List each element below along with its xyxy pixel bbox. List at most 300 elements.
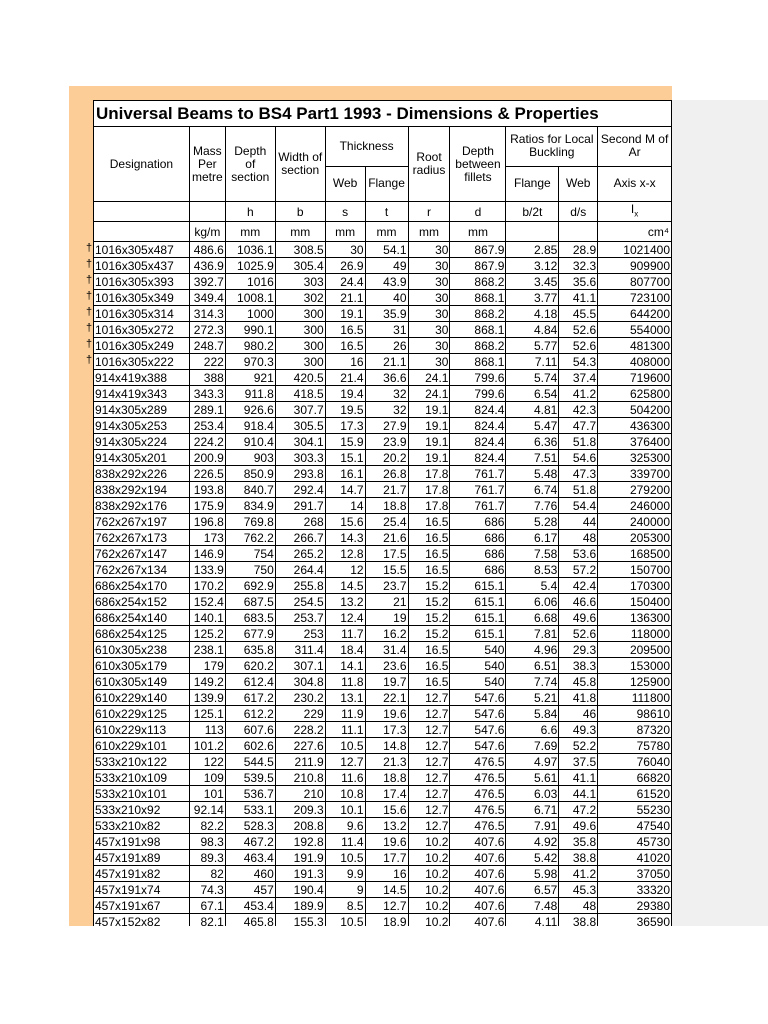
value-cell: 18.8 <box>365 770 408 786</box>
value-cell: 903 <box>225 450 275 466</box>
header-thickness-web: Web <box>325 166 365 201</box>
value-cell: 305.4 <box>275 258 325 274</box>
value-cell: 6.6 <box>506 722 559 738</box>
value-cell: 19.6 <box>365 706 408 722</box>
designation-cell: 838x292x226 <box>94 466 190 482</box>
value-cell: 635.8 <box>225 642 275 658</box>
value-cell: 465.8 <box>225 914 275 926</box>
value-cell: 16.5 <box>408 658 450 674</box>
value-cell: 12.7 <box>408 754 450 770</box>
value-cell: 6.06 <box>506 594 559 610</box>
value-cell: 12.7 <box>408 770 450 786</box>
value-cell: 9.6 <box>325 818 365 834</box>
value-cell: 7.11 <box>506 354 559 370</box>
value-cell: 476.5 <box>450 802 506 818</box>
value-cell: 57.2 <box>559 562 598 578</box>
value-cell: 300 <box>275 306 325 322</box>
designation-cell: 914x305x224 <box>94 434 190 450</box>
value-cell: 49.3 <box>559 722 598 738</box>
value-cell: 12.7 <box>408 802 450 818</box>
value-cell: 343.3 <box>189 386 225 402</box>
value-cell: 7.91 <box>506 818 559 834</box>
value-cell: 45.3 <box>559 882 598 898</box>
spreadsheet[interactable] <box>93 100 672 926</box>
value-cell: 325300 <box>598 450 672 466</box>
value-cell: 45730 <box>598 834 672 850</box>
header-ratios: Ratios for Local Buckling <box>506 127 598 167</box>
value-cell: 253.4 <box>189 418 225 434</box>
value-cell: 408000 <box>598 354 672 370</box>
designation-cell: 610x305x238 <box>94 642 190 658</box>
value-cell: 209500 <box>598 642 672 658</box>
value-cell: 193.8 <box>189 482 225 498</box>
table-row <box>94 626 672 642</box>
value-cell: 35.9 <box>365 306 408 322</box>
value-cell: 761.7 <box>450 482 506 498</box>
value-cell: 868.1 <box>450 354 506 370</box>
value-cell: 13.2 <box>325 594 365 610</box>
value-cell: 407.6 <box>450 914 506 926</box>
header-second-moment: Second M of Ar <box>598 127 672 167</box>
value-cell: 82 <box>189 866 225 882</box>
value-cell: 528.3 <box>225 818 275 834</box>
value-cell: 692.9 <box>225 578 275 594</box>
value-cell: 547.6 <box>450 690 506 706</box>
value-cell: 615.1 <box>450 626 506 642</box>
value-cell: 868.1 <box>450 322 506 338</box>
value-cell: 224.2 <box>189 434 225 450</box>
value-cell: 16.2 <box>365 626 408 642</box>
designation-cell: 610x305x179 <box>94 658 190 674</box>
value-cell: 10.5 <box>325 738 365 754</box>
designation-cell: 686x254x125 <box>94 626 190 642</box>
value-cell: 12.8 <box>325 546 365 562</box>
sheet-edge <box>672 100 768 926</box>
value-cell: 9 <box>325 882 365 898</box>
value-cell: 754 <box>225 546 275 562</box>
value-cell: 533.1 <box>225 802 275 818</box>
value-cell: 49.6 <box>559 610 598 626</box>
value-cell: 6.74 <box>506 482 559 498</box>
value-cell: 155.3 <box>275 914 325 926</box>
value-cell: 27.9 <box>365 418 408 434</box>
value-cell: 49.6 <box>559 818 598 834</box>
value-cell: 109 <box>189 770 225 786</box>
value-cell: 16 <box>365 866 408 882</box>
table-row <box>94 290 672 306</box>
value-cell: 32 <box>365 386 408 402</box>
value-cell: 19.7 <box>365 674 408 690</box>
value-cell: 16.5 <box>408 546 450 562</box>
unit-cell: mm <box>225 222 275 242</box>
value-cell: 51.8 <box>559 482 598 498</box>
value-cell: 14.5 <box>365 882 408 898</box>
value-cell: 30 <box>408 322 450 338</box>
value-cell: 14.1 <box>325 658 365 674</box>
value-cell: 66820 <box>598 770 672 786</box>
symbol-cell: d <box>450 202 506 222</box>
value-cell: 12.7 <box>408 706 450 722</box>
value-cell: 46 <box>559 706 598 722</box>
unit-cell: mm <box>275 222 325 242</box>
value-cell: 6.54 <box>506 386 559 402</box>
table-row <box>94 386 672 402</box>
value-cell: 87320 <box>598 722 672 738</box>
value-cell: 10.5 <box>325 850 365 866</box>
value-cell: 10.2 <box>408 882 450 898</box>
value-cell: 12.7 <box>408 722 450 738</box>
value-cell: 31 <box>365 322 408 338</box>
value-cell: 544.5 <box>225 754 275 770</box>
value-cell: 196.8 <box>189 514 225 530</box>
symbol-cell: b/2t <box>506 202 559 222</box>
value-cell: 53.6 <box>559 546 598 562</box>
designation-cell: 533x210x82 <box>94 818 190 834</box>
value-cell: 48 <box>559 898 598 914</box>
value-cell: 314.3 <box>189 306 225 322</box>
unit-cell <box>559 222 598 242</box>
value-cell: 21.1 <box>365 354 408 370</box>
value-cell: 300 <box>275 322 325 338</box>
value-cell: 54.3 <box>559 354 598 370</box>
value-cell: 266.7 <box>275 530 325 546</box>
value-cell: 23.7 <box>365 578 408 594</box>
table-row <box>94 546 672 562</box>
value-cell: 6.17 <box>506 530 559 546</box>
value-cell: 14.5 <box>325 578 365 594</box>
value-cell: 540 <box>450 642 506 658</box>
value-cell: 37050 <box>598 866 672 882</box>
table-row <box>94 658 672 674</box>
value-cell: 8.53 <box>506 562 559 578</box>
table-row <box>94 242 672 258</box>
designation-cell: 457x191x67 <box>94 898 190 914</box>
value-cell: 407.6 <box>450 898 506 914</box>
value-cell: 146.9 <box>189 546 225 562</box>
value-cell: 52.6 <box>559 322 598 338</box>
value-cell: 602.6 <box>225 738 275 754</box>
value-cell: 113 <box>189 722 225 738</box>
value-cell: 230.2 <box>275 690 325 706</box>
value-cell: 5.47 <box>506 418 559 434</box>
value-cell: 30 <box>408 274 450 290</box>
value-cell: 41020 <box>598 850 672 866</box>
value-cell: 25.4 <box>365 514 408 530</box>
value-cell: 190.4 <box>275 882 325 898</box>
value-cell: 265.2 <box>275 546 325 562</box>
value-cell: 11.7 <box>325 626 365 642</box>
value-cell: 52.2 <box>559 738 598 754</box>
designation-cell: 533x210x122 <box>94 754 190 770</box>
value-cell: 644200 <box>598 306 672 322</box>
value-cell: 5.42 <box>506 850 559 866</box>
value-cell: 13.2 <box>365 818 408 834</box>
value-cell: 1025.9 <box>225 258 275 274</box>
designation-cell: 914x419x343 <box>94 386 190 402</box>
value-cell: 918.4 <box>225 418 275 434</box>
designation-cell: 914x305x289 <box>94 402 190 418</box>
value-cell: 19.1 <box>408 418 450 434</box>
symbol-cell: b <box>275 202 325 222</box>
value-cell: 47.2 <box>559 802 598 818</box>
value-cell: 41.1 <box>559 290 598 306</box>
designation-cell: 686x254x170 <box>94 578 190 594</box>
value-cell: 98610 <box>598 706 672 722</box>
value-cell: 868.1 <box>450 290 506 306</box>
value-cell: 921 <box>225 370 275 386</box>
value-cell: 37.4 <box>559 370 598 386</box>
value-cell: 125.2 <box>189 626 225 642</box>
designation-cell: 610x305x149 <box>94 674 190 690</box>
value-cell: 17.8 <box>408 466 450 482</box>
table-row <box>94 706 672 722</box>
value-cell: 192.8 <box>275 834 325 850</box>
value-cell: 101.2 <box>189 738 225 754</box>
unit-cell: mm <box>450 222 506 242</box>
value-cell: 10.2 <box>408 834 450 850</box>
value-cell: 339700 <box>598 466 672 482</box>
value-cell: 15.9 <box>325 434 365 450</box>
value-cell: 200.9 <box>189 450 225 466</box>
value-cell: 24.4 <box>325 274 365 290</box>
designation-cell: 1016x305x222 <box>94 354 190 370</box>
value-cell: 40 <box>365 290 408 306</box>
value-cell: 911.8 <box>225 386 275 402</box>
value-cell: 15.1 <box>325 450 365 466</box>
value-cell: 799.6 <box>450 370 506 386</box>
value-cell: 5.48 <box>506 466 559 482</box>
designation-cell: 914x419x388 <box>94 370 190 386</box>
designation-cell: 610x229x113 <box>94 722 190 738</box>
table-row <box>94 578 672 594</box>
table-row <box>94 802 672 818</box>
header-thickness-flange: Flange <box>365 166 408 201</box>
table-row <box>94 514 672 530</box>
table-row <box>94 482 672 498</box>
value-cell: 5.28 <box>506 514 559 530</box>
value-cell: 19.1 <box>325 306 365 322</box>
value-cell: 23.6 <box>365 658 408 674</box>
value-cell: 33320 <box>598 882 672 898</box>
value-cell: 7.81 <box>506 626 559 642</box>
header-designation: Designation <box>94 127 190 202</box>
value-cell: 5.61 <box>506 770 559 786</box>
value-cell: 47.3 <box>559 466 598 482</box>
table-row <box>94 722 672 738</box>
value-cell: 7.58 <box>506 546 559 562</box>
value-cell: 824.4 <box>450 450 506 466</box>
value-cell: 19.1 <box>408 402 450 418</box>
value-cell: 14.8 <box>365 738 408 754</box>
value-cell: 9.9 <box>325 866 365 882</box>
value-cell: 683.5 <box>225 610 275 626</box>
value-cell: 10.2 <box>408 850 450 866</box>
table-row <box>94 786 672 802</box>
value-cell: 29.3 <box>559 642 598 658</box>
value-cell: 16.5 <box>408 642 450 658</box>
value-cell: 5.74 <box>506 370 559 386</box>
value-cell: 246000 <box>598 498 672 514</box>
value-cell: 125900 <box>598 674 672 690</box>
designation-cell: 686x254x152 <box>94 594 190 610</box>
value-cell: 769.8 <box>225 514 275 530</box>
value-cell: 19.1 <box>408 450 450 466</box>
value-cell: 536.7 <box>225 786 275 802</box>
dagger-marker: † <box>85 274 93 286</box>
value-cell: 6.57 <box>506 882 559 898</box>
value-cell: 52.6 <box>559 626 598 642</box>
value-cell: 10.5 <box>325 914 365 926</box>
value-cell: 46.6 <box>559 594 598 610</box>
value-cell: 125.1 <box>189 706 225 722</box>
table-row <box>94 434 672 450</box>
value-cell: 686 <box>450 562 506 578</box>
value-cell: 4.18 <box>506 306 559 322</box>
designation-cell: 457x191x82 <box>94 866 190 882</box>
symbol-cell: t <box>365 202 408 222</box>
value-cell: 504200 <box>598 402 672 418</box>
value-cell: 253.7 <box>275 610 325 626</box>
value-cell: 210 <box>275 786 325 802</box>
value-cell: 305.5 <box>275 418 325 434</box>
value-cell: 16 <box>325 354 365 370</box>
value-cell: 4.96 <box>506 642 559 658</box>
header-ratio-web: Web <box>559 166 598 201</box>
value-cell: 7.48 <box>506 898 559 914</box>
value-cell: 15.2 <box>408 610 450 626</box>
value-cell: 407.6 <box>450 850 506 866</box>
value-cell: 6.68 <box>506 610 559 626</box>
designation-cell: 533x210x101 <box>94 786 190 802</box>
value-cell: 222 <box>189 354 225 370</box>
value-cell: 49 <box>365 258 408 274</box>
header-depth-between-fillets: Depth between fillets <box>450 127 506 202</box>
value-cell: 750 <box>225 562 275 578</box>
value-cell: 476.5 <box>450 754 506 770</box>
value-cell: 554000 <box>598 322 672 338</box>
properties-table <box>93 100 672 926</box>
header-mass: Mass Per metre <box>189 127 225 202</box>
table-row <box>94 258 672 274</box>
value-cell: 22.1 <box>365 690 408 706</box>
value-cell: 24.1 <box>408 386 450 402</box>
value-cell: 19.5 <box>325 402 365 418</box>
value-cell: 17.8 <box>408 498 450 514</box>
value-cell: 208.8 <box>275 818 325 834</box>
value-cell: 3.77 <box>506 290 559 306</box>
header-thickness: Thickness <box>325 127 408 167</box>
value-cell: 238.1 <box>189 642 225 658</box>
designation-cell: 533x210x109 <box>94 770 190 786</box>
value-cell: 19.4 <box>325 386 365 402</box>
value-cell: 307.7 <box>275 402 325 418</box>
value-cell: 11.4 <box>325 834 365 850</box>
value-cell: 17.4 <box>365 786 408 802</box>
value-cell: 615.1 <box>450 578 506 594</box>
value-cell: 686 <box>450 546 506 562</box>
value-cell: 36590 <box>598 914 672 926</box>
value-cell: 17.3 <box>365 722 408 738</box>
table-row <box>94 354 672 370</box>
value-cell: 463.4 <box>225 850 275 866</box>
value-cell: 1008.1 <box>225 290 275 306</box>
value-cell: 45.5 <box>559 306 598 322</box>
value-cell: 293.8 <box>275 466 325 482</box>
value-cell: 170.2 <box>189 578 225 594</box>
header-axis: Axis x-x <box>598 166 672 201</box>
value-cell: 268 <box>275 514 325 530</box>
value-cell: 209.3 <box>275 802 325 818</box>
value-cell: 612.4 <box>225 674 275 690</box>
value-cell: 189.9 <box>275 898 325 914</box>
value-cell: 36.6 <box>365 370 408 386</box>
value-cell: 12.4 <box>325 610 365 626</box>
value-cell: 26.9 <box>325 258 365 274</box>
table-row <box>94 850 672 866</box>
table-row <box>94 450 672 466</box>
value-cell: 29380 <box>598 898 672 914</box>
value-cell: 30 <box>325 242 365 258</box>
dagger-marker: † <box>85 242 93 254</box>
value-cell: 607.6 <box>225 722 275 738</box>
value-cell: 4.92 <box>506 834 559 850</box>
value-cell: 1036.1 <box>225 242 275 258</box>
value-cell: 6.36 <box>506 434 559 450</box>
value-cell: 868.2 <box>450 338 506 354</box>
value-cell: 4.97 <box>506 754 559 770</box>
table-row <box>94 466 672 482</box>
designation-cell: 762x267x134 <box>94 562 190 578</box>
value-cell: 392.7 <box>189 274 225 290</box>
table-row <box>94 498 672 514</box>
value-cell: 54.4 <box>559 498 598 514</box>
value-cell: 840.7 <box>225 482 275 498</box>
value-cell: 304.8 <box>275 674 325 690</box>
value-cell: 612.2 <box>225 706 275 722</box>
value-cell: 26.8 <box>365 466 408 482</box>
designation-cell: 914x305x253 <box>94 418 190 434</box>
value-cell: 910.4 <box>225 434 275 450</box>
value-cell: 248.7 <box>189 338 225 354</box>
value-cell: 17.3 <box>325 418 365 434</box>
value-cell: 152.4 <box>189 594 225 610</box>
value-cell: 21.6 <box>365 530 408 546</box>
designation-cell: 457x191x89 <box>94 850 190 866</box>
value-cell: 55230 <box>598 802 672 818</box>
symbol-cell: $I_x$ <box>598 202 672 222</box>
value-cell: 5.21 <box>506 690 559 706</box>
table-row <box>94 338 672 354</box>
value-cell: 37.5 <box>559 754 598 770</box>
value-cell: 42.3 <box>559 402 598 418</box>
value-cell: 150400 <box>598 594 672 610</box>
value-cell: 388 <box>189 370 225 386</box>
value-cell: 23.9 <box>365 434 408 450</box>
value-cell: 418.5 <box>275 386 325 402</box>
value-cell: 10.1 <box>325 802 365 818</box>
value-cell: 547.6 <box>450 722 506 738</box>
table-row <box>94 402 672 418</box>
value-cell: 540 <box>450 674 506 690</box>
value-cell: 140.1 <box>189 610 225 626</box>
value-cell: 51.8 <box>559 434 598 450</box>
dagger-marker: † <box>85 306 93 318</box>
value-cell: 16.5 <box>408 514 450 530</box>
value-cell: 21.7 <box>365 482 408 498</box>
value-cell: 540 <box>450 658 506 674</box>
value-cell: 11.1 <box>325 722 365 738</box>
value-cell: 615.1 <box>450 594 506 610</box>
